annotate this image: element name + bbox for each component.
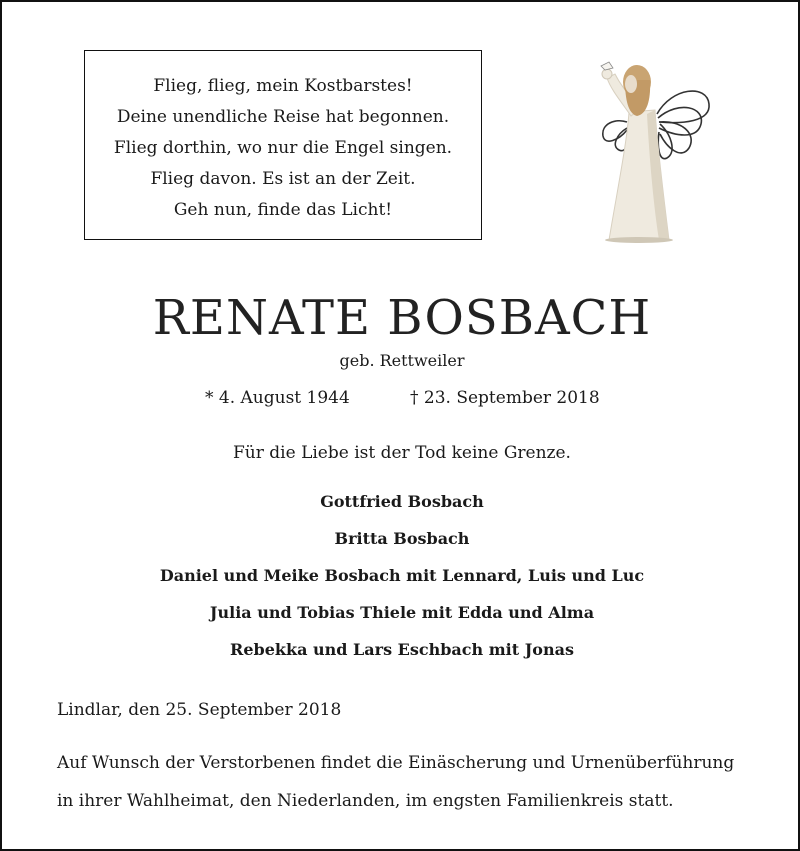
funeral-notice <box>57 744 757 820</box>
poem-line: Flieg davon. Es ist an der Zeit. <box>150 169 416 189</box>
mourner-entry: Daniel und Meike Bosbach mit Lennard, Luis und Luc <box>159 566 645 585</box>
motto: Für die Liebe ist der Tod keine Grenze. <box>233 443 571 463</box>
bird-icon <box>601 62 613 70</box>
poem-line: Flieg, flieg, mein Kostbarstes! <box>153 76 413 96</box>
deceased-name: RENATE BOSBACH <box>152 290 652 346</box>
birth-date: * 4. August 1944 <box>205 388 350 408</box>
mourners-list <box>2 483 800 668</box>
poem-line: Deine unendliche Reise hat begonnen. <box>116 107 450 127</box>
notice-line: in ihrer Wahlheimat, den Niederlanden, im engsten Familienkreis statt. <box>57 791 674 811</box>
poem-line: Geh nun, finde das Licht! <box>173 200 393 220</box>
mourner-entry: Gottfried Bosbach <box>320 492 484 511</box>
poem-line: Flieg dorthin, wo nur die Engel singen. <box>113 138 453 158</box>
mourner-entry: Rebekka und Lars Eschbach mit Jonas <box>230 640 574 659</box>
notice-line: Auf Wunsch der Verstorbenen findet die Einäscherung und Urnenüberführung <box>57 753 735 773</box>
mourner-entry: Julia und Tobias Thiele mit Edda und Alma <box>209 603 595 622</box>
maiden-name: geb. Rettweiler <box>339 351 465 370</box>
mourner-entry: Britta Bosbach <box>334 529 470 548</box>
angel-figurine-image <box>587 52 717 244</box>
death-date: † 23. September 2018 <box>410 388 600 408</box>
poem-box <box>84 50 482 240</box>
place-and-date: Lindlar, den 25. September 2018 <box>57 700 342 720</box>
